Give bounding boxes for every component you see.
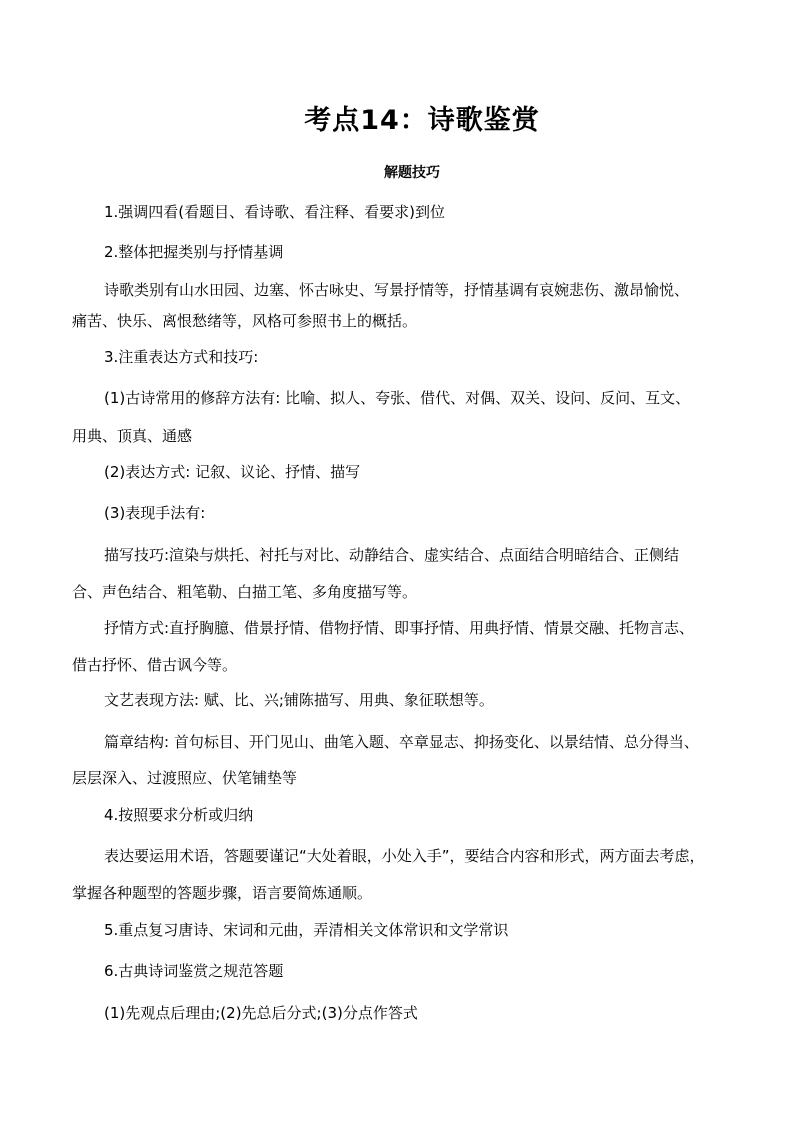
point-5: 5.重点复习唐诗、宋词和元曲，弄清相关文体常识和文学常识	[104, 921, 509, 939]
paragraph-line: (1)先观点后理由;(2)先总后分式;(3)分点作答式	[104, 1004, 418, 1022]
paragraph-line: 借古抒怀、借古讽今等。	[72, 656, 238, 674]
paragraph-line: 痛苦、快乐、离恨愁绪等，风格可参照书上的概括。	[72, 312, 418, 330]
paragraph-line: 文艺表现方法: 赋、比、兴;铺陈描写、用典、象征联想等。	[104, 691, 494, 709]
paragraph-line: 诗歌类别有山水田园、边塞、怀古咏史、写景抒情等，抒情基调有哀婉悲伤、激昂愉悦、	[104, 281, 690, 299]
point-6: 6.古典诗词鉴赏之规范答题	[104, 962, 284, 980]
paragraph-line: 篇章结构: 首句标目、开门见山、曲笔入题、卒章显志、抑扬变化、以景结情、总分得当、	[104, 733, 699, 751]
paragraph-line: 描写技巧:渲染与烘托、衬托与对比、动静结合、虚实结合、点面结合明暗结合、正侧结	[104, 546, 680, 564]
paragraph-line: (2)表达方式: 记叙、议论、抒情、描写	[104, 463, 361, 481]
paragraph-line: 表达要运用术语，答题要谨记“大处着眼，小处入手”，要结合内容和形式，两方面去考虑，	[104, 847, 705, 865]
section-subtitle: 解题技巧	[384, 165, 440, 181]
point-2: 2.整体把握类别与抒情基调	[104, 243, 284, 261]
paragraph-line: 用典、顶真、通感	[72, 427, 193, 445]
paragraph-line: 层层深入、过渡照应、伏笔铺垫等	[72, 769, 298, 787]
point-3: 3.注重表达方式和技巧:	[104, 348, 259, 366]
paragraph-line: (3)表现手法有:	[104, 504, 206, 522]
paragraph-line: (1)古诗常用的修辞方法有: 比喻、拟人、夸张、借代、对偶、双关、设问、反问、互文、	[104, 389, 691, 407]
point-1: 1.强调四看(看题目、看诗歌、看注释、看要求)到位	[104, 203, 446, 221]
page-title: 考点14：诗歌鉴赏	[304, 105, 540, 136]
paragraph-line: 抒情方式:直抒胸臆、借景抒情、借物抒情、即事抒情、用典抒情、情景交融、托物言志、	[104, 619, 695, 637]
point-4: 4.按照要求分析或归纳	[104, 806, 254, 824]
paragraph-line: 掌握各种题型的答题步骤，语言要简炼通顺。	[72, 884, 373, 902]
paragraph-line: 合、声色结合、粗笔勒、白描工笔、多角度描写等。	[72, 583, 418, 601]
